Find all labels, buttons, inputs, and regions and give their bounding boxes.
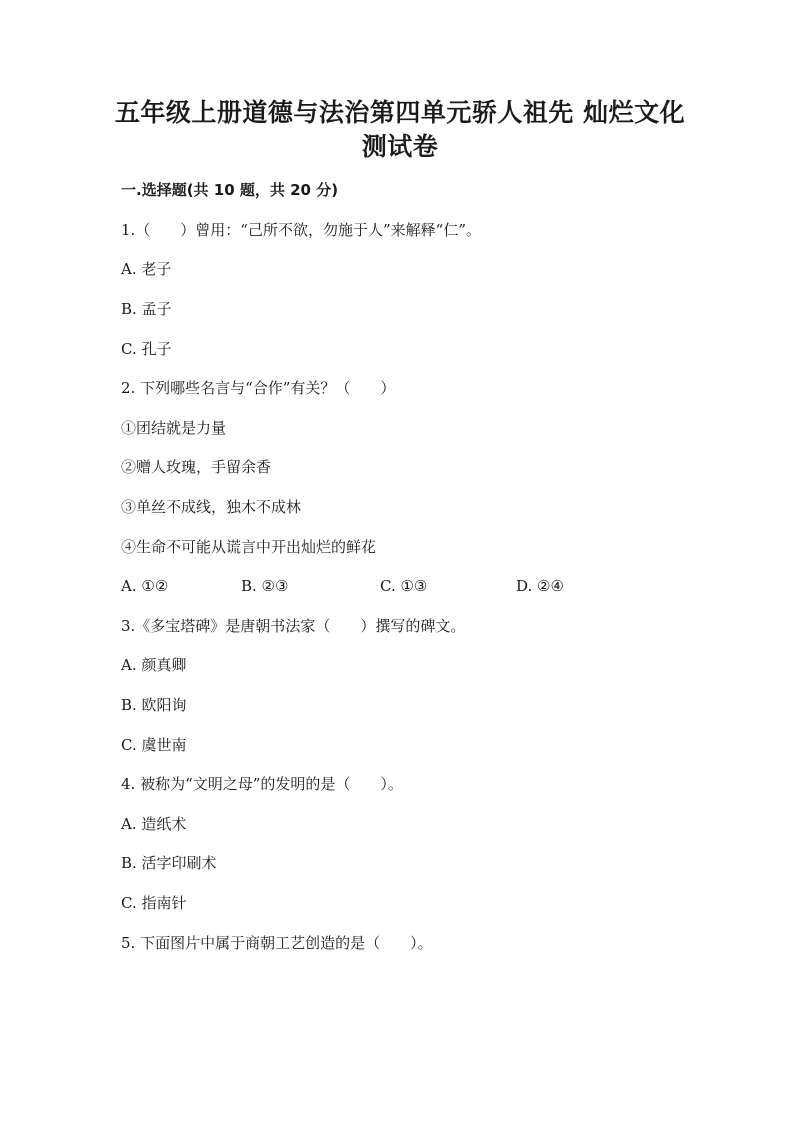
question-3-option-a: A. 颜真卿 xyxy=(121,656,187,674)
question-4-option-a: A. 造纸术 xyxy=(121,815,187,833)
section-header: 一.选择题(共 10 题，共 20 分) xyxy=(121,181,339,199)
question-3-option-b: B. 欧阳询 xyxy=(121,696,187,714)
question-4-option-c: C. 指南针 xyxy=(121,894,187,912)
question-2-option-d: D. ②④ xyxy=(516,577,564,595)
question-2-option-b: B. ②③ xyxy=(241,577,289,595)
question-1-stem: 1.（ ）曾用：“己所不欲，勿施于人”来解释“仁”。 xyxy=(121,221,481,239)
question-2-statement-1: ①团结就是力量 xyxy=(121,419,227,437)
question-3-stem: 3.《多宝塔碑》是唐朝书法家（ ）撰写的碑文。 xyxy=(121,617,466,635)
question-2-statement-4: ④生命不可能从谎言中开出灿烂的鲜花 xyxy=(121,538,377,556)
question-2-statement-3: ③单丝不成线，独木不成林 xyxy=(121,498,302,516)
question-2-option-a: A. ①② xyxy=(121,577,169,595)
question-1-option-c: C. 孔子 xyxy=(121,340,172,358)
question-3-option-c: C. 虞世南 xyxy=(121,736,187,754)
page-title-line-2: 测试卷 xyxy=(361,132,439,161)
question-1-option-a: A. 老子 xyxy=(121,260,172,278)
question-2-statement-2: ②赠人玫瑰，手留余香 xyxy=(121,458,272,476)
question-4-stem: 4. 被称为“文明之母”的发明的是（ ）。 xyxy=(121,775,403,793)
page-title-line-1: 五年级上册道德与法治第四单元骄人祖先 灿烂文化 xyxy=(114,98,686,127)
question-4-option-b: B. 活字印刷术 xyxy=(121,854,217,872)
question-2-option-c: C. ①③ xyxy=(380,577,428,595)
question-5-stem: 5. 下面图片中属于商朝工艺创造的是（ ）。 xyxy=(121,934,433,952)
question-2-stem: 2. 下列哪些名言与“合作”有关？（ ） xyxy=(121,379,396,397)
question-1-option-b: B. 孟子 xyxy=(121,300,172,318)
